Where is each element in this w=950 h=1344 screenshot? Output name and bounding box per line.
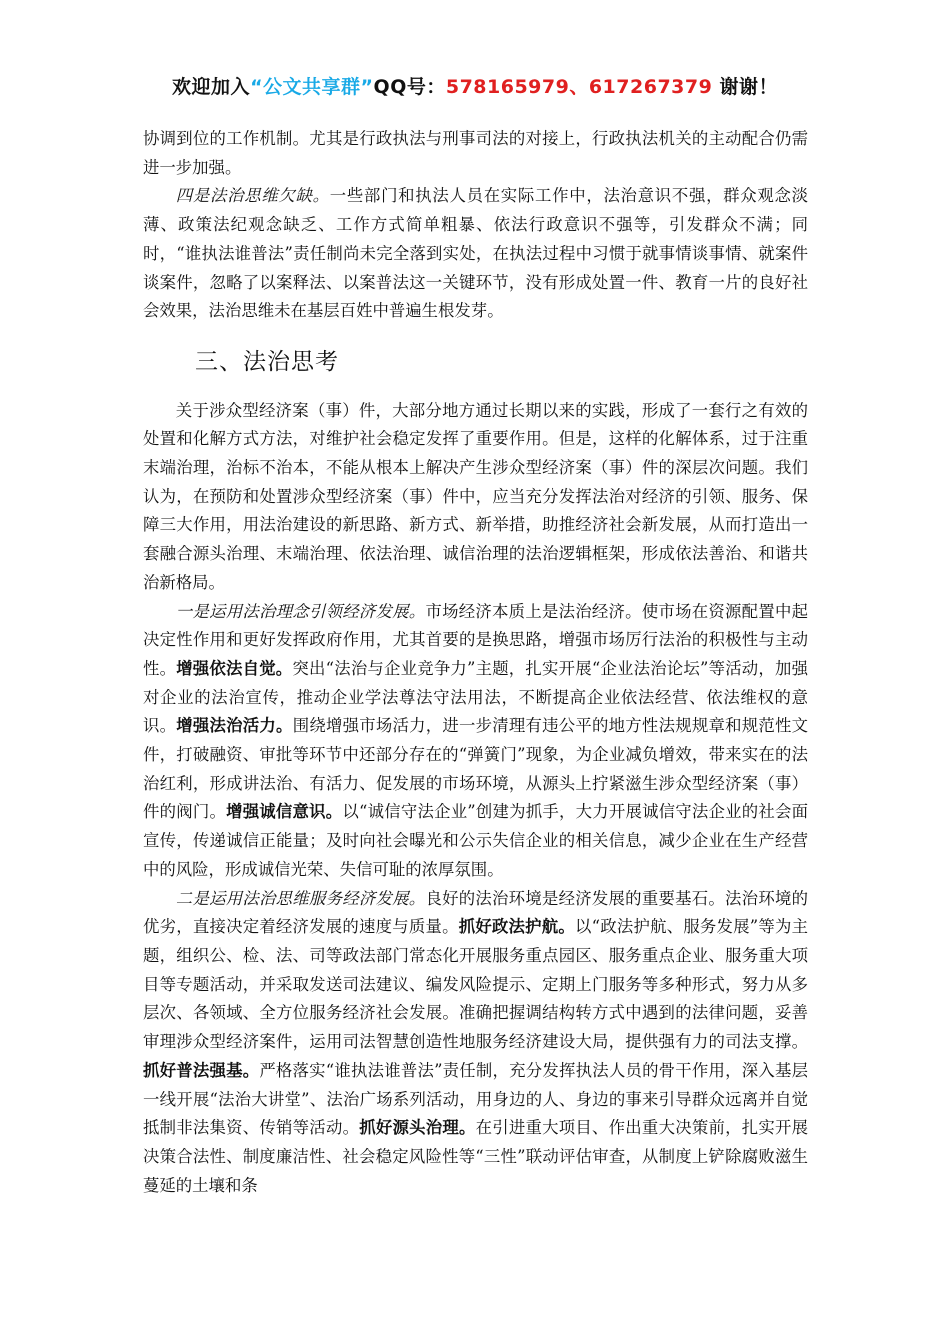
banner-qq-numbers: 578165979、617267379 — [445, 76, 713, 98]
point-four-lead: 四是法治思维欠缺。 — [175, 186, 330, 206]
paragraph-intro: 关于涉众型经济案（事）件，大部分地方通过长期以来的实践，形成了一套行之有效的处置和化解方式方法，对维护社会稳定发挥了重要作用。但是，这样的化解体系，过于注重末端治理，治标不治本，不能从根本上解决产生涉众型经济案（事）件的深层次问题。我们认为，在预防和处置涉众型经济案（事）件中，应当充分发挥法治对经济的引领、服务、保障三大作用，用法治建设的新思路、新方式、新举措，助推经济社会新发展，从而打造出一套融合源头治理、末端治理、依法治理、诚信治理的法治逻辑框架，形成依法善治、和谐共治新格局。 — [143, 400, 808, 592]
paragraph-point-one — [143, 598, 808, 885]
point-one-sub-d-text: 以“诚信守法企业”创建为抓手，大力开展诚信守法企业的社会面宣传，传递诚信正能量；及时向社会曝光和公示失信企业的相关信息，减少企业在生产经营中的风险，形成诚信光荣、失信可耻的浓厚氛围。 — [143, 802, 808, 879]
point-two-sub-c-title: 抓好普法强基。 — [143, 1060, 260, 1080]
point-two-lead: 二是运用法治思维服务经济发展。 — [175, 888, 426, 908]
point-one-lead: 一是运用法治理念引领经济发展。 — [175, 601, 426, 621]
header-banner — [0, 72, 950, 99]
point-one-sub-b-text: 突出“法治与企业竞争力”主题，扎实开展“企业法治论坛”等活动，加强对企业的法治宣传，推动企业学法尊法守法用法，不断提高企业依法经营、依法维权的意识。 — [143, 658, 808, 736]
point-one-text-a: 市场经济本质上是法治经济。使市场在资源配置中起决定性作用和更好发挥政府作用，尤其首要的是换思路，增强市场厉行法治的积极性与主动性。 — [143, 601, 809, 678]
point-one-sub-c-title: 增强法治活力。 — [176, 716, 293, 736]
document-body — [143, 125, 808, 1200]
section-heading: 三、法治思考 — [195, 348, 339, 375]
banner-group-name: “公文共享群” — [250, 76, 374, 98]
point-four-text: 一些部门和执法人员在实际工作中，法治意识不强，群众观念淡薄、政策法纪观念缺乏、工作方式简单粗暴、依法行政意识不强等，引发群众不满；同时，“谁执法谁普法”责任制尚未完全落到实处，在执法过程中习惯于就事情谈事情、就案件谈案件，忽略了以案释法、以案普法这一关键环节，没有形成处置一件、教育一片的良好社会效果，法治思维未在基层百姓中普遍生根发芽。 — [143, 186, 808, 321]
point-two-text-a: 良好的法治环境是经济发展的重要基石。法治环境的优劣，直接决定着经济发展的速度与质量。 — [143, 888, 809, 937]
point-two-sub-b-title: 抓好政法护航。 — [458, 917, 576, 937]
point-two-sub-d-text: 在引进重大项目、作出重大决策前，扎实开展决策合法性、制度廉洁性、社会稳定风险性等“三性”联动评估审查，从制度上铲除腐败滋生蔓延的土壤和条 — [143, 1118, 809, 1195]
point-one-sub-c-text: 围绕增强市场活力，进一步清理有违公平的地方性法规规章和规范性文件，打破融资、审批等环节中还部分存在的“弹簧门”现象，为企业减负增效，带来实在的法治红利，形成讲法治、有活力、促发展的市场环境，从源头上拧紧滋生涉众型经济案（事）件的阀门。 — [143, 716, 809, 822]
banner-welcome: 欢迎加入 — [172, 76, 251, 98]
point-two-sub-b-text: 以“政法护航、服务发展”等为主题，组织公、检、法、司等政法部门常态化开展服务重点园区、服务重点企业、服务重大项目等专题活动，并采取发送司法建议、编发风险提示、定期上门服务等多种形式，努力从多层次、各领域、全方位服务经济社会发展。准确把握调结构转方式中遇到的法律问题，妥善审理涉众型经济案件，运用司法智慧创造性地服务经济建设大局，提供强有力的司法支撑。 — [143, 917, 809, 1052]
paragraph-point-four — [143, 182, 808, 326]
point-two-sub-d-title: 抓好源头治理。 — [359, 1118, 476, 1138]
banner-thanks: 谢谢！ — [712, 76, 778, 98]
paragraph-point-two — [143, 885, 808, 1201]
point-two-sub-c-text: 严格落实“谁执法谁普法”责任制，充分发挥执法人员的骨干作用，深入基层一线开展“法治大讲堂”、法治广场系列活动，用身边的人、身边的事来引导群众远离并自觉抵制非法集资、传销等活动。 — [143, 1060, 808, 1138]
point-one-sub-d-title: 增强诚信意识。 — [226, 802, 343, 822]
point-one-sub-b-title: 增强依法自觉。 — [176, 658, 293, 678]
banner-qq-label: QQ号： — [373, 76, 446, 98]
paragraph-continued: 协调到位的工作机制。尤其是行政执法与刑事司法的对接上，行政执法机关的主动配合仍需进一步加强。 — [143, 129, 808, 177]
